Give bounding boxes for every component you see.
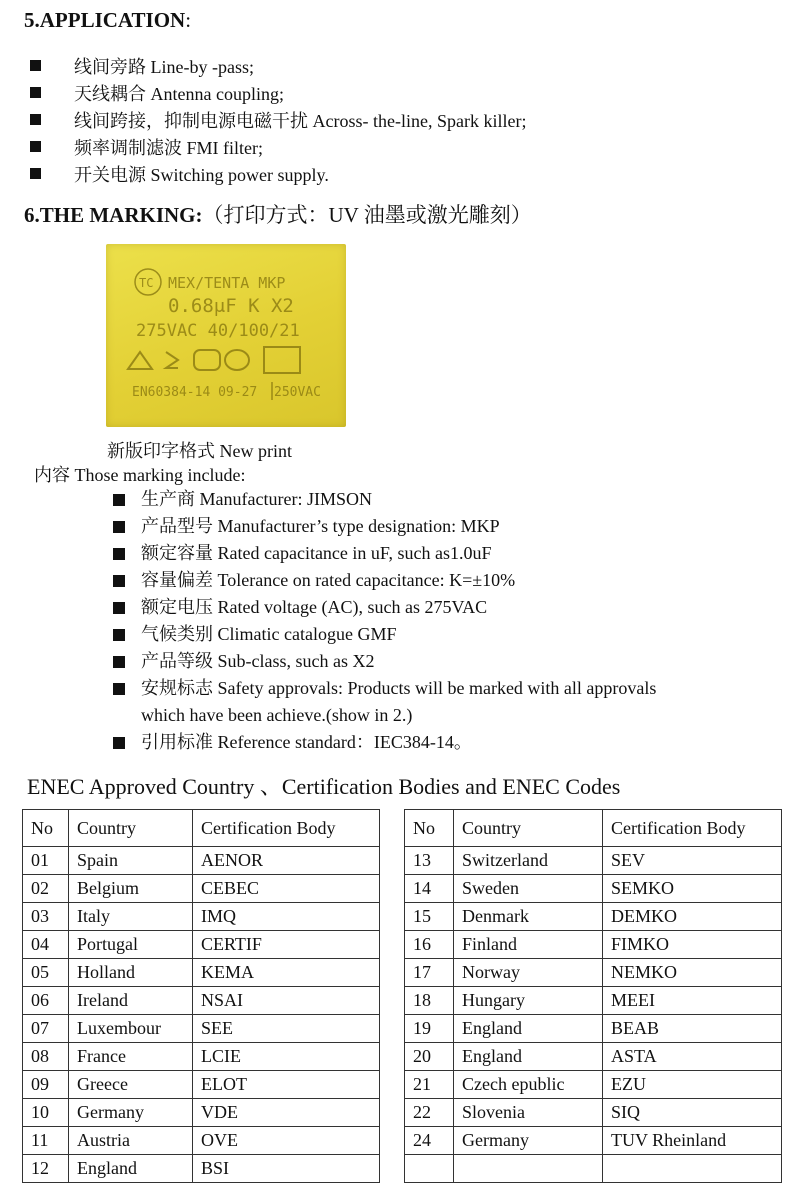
table-cell: Hungary: [454, 987, 603, 1015]
table-row: [23, 875, 380, 903]
table-cell: Slovenia: [454, 1099, 603, 1127]
bullet-square-icon: [113, 575, 125, 587]
table-cell: Greece: [69, 1071, 193, 1099]
table-row: [405, 1015, 782, 1043]
table-row: [23, 1155, 380, 1183]
table-cell: ASTA: [603, 1043, 782, 1071]
application-item: [30, 106, 526, 133]
table-cell: 22: [405, 1099, 454, 1127]
bullet-square-icon: [113, 548, 125, 560]
table-cell: BSI: [193, 1155, 380, 1183]
marking-list: [113, 486, 656, 756]
table-cell: NSAI: [193, 987, 380, 1015]
marking-item: [113, 540, 656, 567]
table-cell: Holland: [69, 959, 193, 987]
table-header-row: [405, 810, 782, 847]
section-5-colon: :: [185, 8, 192, 32]
marking-line-2: 0.68μF K X2: [168, 295, 294, 317]
marking-item: [113, 729, 656, 756]
table-cell: Germany: [454, 1127, 603, 1155]
table-cell: 17: [405, 959, 454, 987]
table-cell: France: [69, 1043, 193, 1071]
table-cell: 01: [23, 847, 69, 875]
application-item: [30, 160, 526, 187]
capacitor-marking-graphic: [106, 244, 346, 427]
table-row: [23, 987, 380, 1015]
table-cell: England: [454, 1043, 603, 1071]
table-cell: TUV Rheinland: [603, 1127, 782, 1155]
marking-line-4b: 250VAC: [274, 385, 321, 400]
table-cell: Czech epublic: [454, 1071, 603, 1099]
table-cell: 13: [405, 847, 454, 875]
application-item-text: 频率调制滤波 FMI filter;: [74, 137, 263, 158]
table-cell: IMQ: [193, 903, 380, 931]
table-header-row: [23, 810, 380, 847]
enec-table-left: [22, 809, 380, 1183]
table-cell: CEBEC: [193, 875, 380, 903]
table-cell: [603, 1155, 782, 1183]
table-row: [23, 1099, 380, 1127]
marking-item-text: 产品等级 Sub-class, such as X2: [141, 651, 375, 671]
table-row: [405, 847, 782, 875]
table-row: [405, 959, 782, 987]
table-cell: SIQ: [603, 1099, 782, 1127]
table-row: [405, 1155, 782, 1183]
section-5-heading: [24, 8, 191, 33]
bullet-square-icon: [30, 141, 41, 152]
table-cell: Italy: [69, 903, 193, 931]
table-row: [23, 1127, 380, 1155]
section-6-title: 6.THE MARKING:: [24, 203, 203, 227]
table-cell: 12: [23, 1155, 69, 1183]
table-cell: Germany: [69, 1099, 193, 1127]
enec-heading: ENEC Approved Country 、Certification Bodies and ENEC Codes: [27, 774, 621, 799]
table-cell: CERTIF: [193, 931, 380, 959]
capacitor-marking-photo: [106, 244, 346, 427]
marking-item: [113, 513, 656, 540]
marking-item: [113, 594, 656, 621]
table-cell: ELOT: [193, 1071, 380, 1099]
table-cell: Denmark: [454, 903, 603, 931]
marking-item: [113, 486, 656, 513]
marking-item-text: 安规标志 Safety approvals: Products will be marked with all approvals: [141, 678, 657, 698]
table-cell: 06: [23, 987, 69, 1015]
table-row: [405, 1043, 782, 1071]
table-cell: 18: [405, 987, 454, 1015]
section-6-heading: [24, 199, 532, 229]
table-cell: Luxembour: [69, 1015, 193, 1043]
table-cell: Ireland: [69, 987, 193, 1015]
table-row: [23, 959, 380, 987]
tc-logo-text: TC: [139, 276, 154, 290]
table-cell: SEE: [193, 1015, 380, 1043]
marking-line-3: 275VAC 40/100/21: [136, 321, 300, 341]
table-cell: Spain: [69, 847, 193, 875]
table-row: [405, 987, 782, 1015]
table-cell: SEMKO: [603, 875, 782, 903]
application-item-text: 开关电源 Switching power supply.: [74, 164, 329, 185]
table-cell: Austria: [69, 1127, 193, 1155]
table-cell: DEMKO: [603, 903, 782, 931]
table-cell: 05: [23, 959, 69, 987]
table-cell: MEEI: [603, 987, 782, 1015]
table-cell: VDE: [193, 1099, 380, 1127]
bullet-square-icon: [30, 168, 41, 179]
table-cell: 09: [23, 1071, 69, 1099]
table-cell: [405, 1155, 454, 1183]
bullet-square-icon: [113, 737, 125, 749]
bullet-square-icon: [30, 87, 41, 98]
table-row: [23, 1071, 380, 1099]
table-row: [23, 1043, 380, 1071]
photo-caption: 新版印字格式 New print: [107, 441, 292, 461]
application-item-text: 线间跨接，抑制电源电磁干扰 Across- the-line, Spark killer;: [74, 110, 527, 131]
marking-intro: 内容 Those marking include:: [34, 465, 246, 485]
table-cell: Switzerland: [454, 847, 603, 875]
table-cell: 14: [405, 875, 454, 903]
column-header: No: [23, 810, 69, 847]
table-cell: SEV: [603, 847, 782, 875]
table-cell: 15: [405, 903, 454, 931]
table-row: [405, 1099, 782, 1127]
table-cell: LCIE: [193, 1043, 380, 1071]
approval-marks-icon: [128, 347, 300, 373]
application-item: [30, 52, 526, 79]
table-cell: NEMKO: [603, 959, 782, 987]
application-item: [30, 133, 526, 160]
application-item-text: 线间旁路 Line-by -pass;: [74, 56, 254, 77]
table-row: [405, 931, 782, 959]
bullet-square-icon: [113, 656, 125, 668]
column-header: Country: [454, 810, 603, 847]
marking-item-continuation: which have been achieve.(show in 2.): [141, 705, 413, 725]
marking-item: [113, 567, 656, 594]
table-cell: 16: [405, 931, 454, 959]
marking-item: [113, 648, 656, 675]
table-cell: 10: [23, 1099, 69, 1127]
table-cell: AENOR: [193, 847, 380, 875]
application-item: [30, 79, 526, 106]
table-cell: 11: [23, 1127, 69, 1155]
table-cell: 03: [23, 903, 69, 931]
table-cell: Finland: [454, 931, 603, 959]
marking-item-text: 产品型号 Manufacturer’s type designation: MKP: [141, 516, 500, 536]
bullet-square-icon: [113, 602, 125, 614]
application-list: [30, 52, 526, 187]
bullet-square-icon: [30, 60, 41, 71]
marking-line-1: MEX/TENTA MKP: [168, 274, 286, 292]
table-row: [405, 1127, 782, 1155]
section-6-note: （打印方式：UV 油墨或激光雕刻）: [202, 203, 532, 227]
table-cell: EZU: [603, 1071, 782, 1099]
table-cell: 21: [405, 1071, 454, 1099]
marking-item: [113, 621, 656, 648]
marking-item: [113, 675, 656, 702]
marking-item-text: 生产商 Manufacturer: JIMSON: [141, 489, 372, 509]
marking-item-text: 引用标准 Reference standard：IEC384-14。: [141, 732, 472, 752]
table-cell: 24: [405, 1127, 454, 1155]
table-row: [23, 847, 380, 875]
table-cell: OVE: [193, 1127, 380, 1155]
bullet-square-icon: [113, 494, 125, 506]
column-header: Country: [69, 810, 193, 847]
table-row: [405, 1071, 782, 1099]
table-row: [23, 1015, 380, 1043]
table-cell: Norway: [454, 959, 603, 987]
table-cell: Belgium: [69, 875, 193, 903]
marking-item-text: 气候类别 Climatic catalogue GMF: [141, 624, 397, 644]
table-cell: BEAB: [603, 1015, 782, 1043]
table-cell: 08: [23, 1043, 69, 1071]
marking-line-4: EN60384-14 09-27: [132, 385, 258, 400]
table-cell: England: [69, 1155, 193, 1183]
table-row: [23, 931, 380, 959]
column-header: Certification Body: [193, 810, 380, 847]
marking-item-text: 容量偏差 Tolerance on rated capacitance: K=±10%: [141, 570, 516, 590]
table-cell: Sweden: [454, 875, 603, 903]
table-cell: FIMKO: [603, 931, 782, 959]
table-cell: Portugal: [69, 931, 193, 959]
table-row: [405, 875, 782, 903]
column-header: Certification Body: [603, 810, 782, 847]
bullet-square-icon: [113, 629, 125, 641]
table-cell: 02: [23, 875, 69, 903]
table-row: [23, 903, 380, 931]
bullet-square-icon: [113, 683, 125, 695]
table-cell: 20: [405, 1043, 454, 1071]
section-5-title: 5.APPLICATION: [24, 8, 186, 32]
table-row: [405, 903, 782, 931]
table-cell: [454, 1155, 603, 1183]
enec-table-right: [404, 809, 782, 1183]
table-cell: 19: [405, 1015, 454, 1043]
column-header: No: [405, 810, 454, 847]
table-cell: KEMA: [193, 959, 380, 987]
marking-item-text: 额定容量 Rated capacitance in uF, such as1.0uF: [141, 543, 492, 563]
bullet-square-icon: [30, 114, 41, 125]
marking-item-text: 额定电压 Rated voltage (AC), such as 275VAC: [141, 597, 488, 617]
table-cell: 04: [23, 931, 69, 959]
bullet-square-icon: [113, 521, 125, 533]
table-cell: 07: [23, 1015, 69, 1043]
table-cell: England: [454, 1015, 603, 1043]
application-item-text: 天线耦合 Antenna coupling;: [74, 83, 284, 104]
